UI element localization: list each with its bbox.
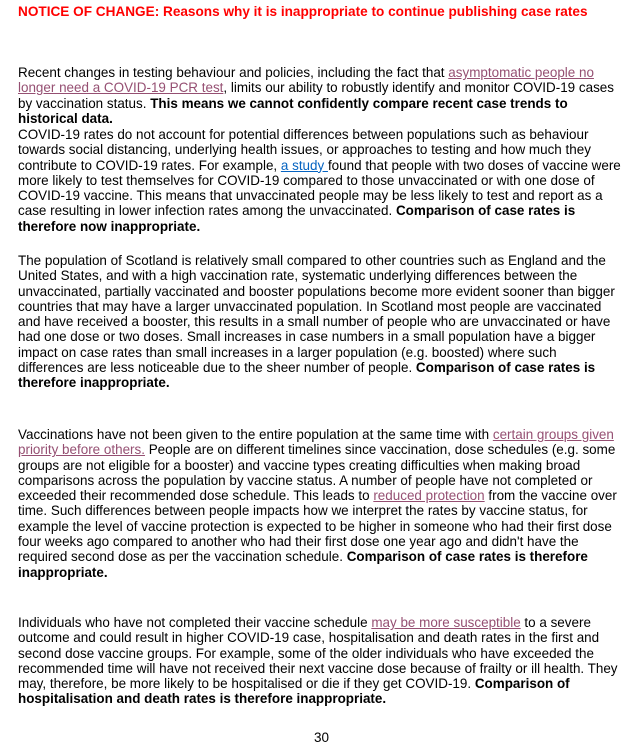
link-priority-groups[interactable]: certain groups given priority before others. bbox=[18, 427, 614, 458]
link-more-susceptible[interactable]: may be more susceptible bbox=[371, 615, 521, 630]
paragraph-conclusion: Comparison of case rates is therefore inappropriate. bbox=[18, 549, 588, 580]
link-reduced-protection[interactable]: reduced protection bbox=[373, 488, 485, 504]
paragraph-text: , limits our ability to robustly identify and monitor COVID-19 cases by vaccination status. bbox=[18, 80, 614, 111]
paragraph-text: The population of Scotland is relatively small compared to other countries such as England and the United States, and with a high vaccination rate, systematic underlying differences between the unvaccinated, partially vaccinated and booster populations become more evident sooner than bigger countries that may have a larger unvaccinated population. In Scotland most people are vaccinated and have received a booster, this results in a small number of people who are unvaccinated or have had one dose or two doses. Small increases in case numbers in a small population have a bigger impact on case rates than small increases in a larger population (e.g. boosted) where such differences are less noticeable due to the sheer number of people. bbox=[18, 253, 615, 376]
link-asymptomatic-pcr[interactable]: asymptomatic people no longer need a COVID-19 PCR test bbox=[18, 65, 594, 96]
paragraph-vaccination-timelines bbox=[18, 427, 622, 580]
link-a-study[interactable]: a study bbox=[280, 157, 328, 173]
page-number: 30 bbox=[313, 730, 330, 745]
paragraph-scotland-population bbox=[18, 253, 622, 391]
paragraph-conclusion: Comparison of case rates is therefore inappropriate. bbox=[18, 360, 596, 391]
paragraph-testing-changes bbox=[18, 65, 622, 126]
paragraph-conclusion: Comparison of hospitalisation and death rates is therefore inappropriate. bbox=[18, 676, 570, 707]
paragraph-text: COVID-19 rates do not account for potential differences between populations such as behaviour towards social distancing, underlying health issues, or approaches to testing and how much they contribute to COVID-19 rates. For example, bbox=[18, 127, 591, 173]
notice-title: NOTICE OF CHANGE: Reasons why it is inappropriate to continue publishing case rates bbox=[18, 4, 588, 19]
paragraph-text: to a severe outcome and could result in higher COVID-19 case, hospitalisation and death rates in the first and second dose vaccine groups. For example, some of the older individuals who have exceeded the recommended time will have not received their next vaccine dose because of frailty or ill health. They may, therefore, be more likely to be hospitalised or die if they get COVID-19. bbox=[18, 615, 618, 692]
paragraph-text: found that people with two doses of vaccine were more likely to test themselves for COVID-19 compared to those unvaccinated or with one dose of COVID-19 vaccine. This means that unvaccinated people may be less likely to test and report as a case resulting in lower infection rates among the unvaccinated. bbox=[18, 157, 621, 219]
paragraph-conclusion: This means we cannot confidently compare recent case trends to historical data. bbox=[18, 95, 568, 126]
paragraph-text: Vaccinations have not been given to the entire population at the same time with bbox=[18, 427, 493, 442]
paragraph-text: Individuals who have not completed their vaccine schedule bbox=[18, 615, 372, 630]
paragraph-incomplete-schedule bbox=[18, 615, 622, 707]
paragraph-text: from the vaccine over time. Such differences between people impacts how we interpret the rates by vaccine status, for example the level of vaccine protection is expected to be higher in someone who had their first dose four weeks ago compared to another who had their first dose one year ago and didn't have the required second dose as per the vaccination schedule. bbox=[18, 488, 617, 565]
paragraph-population-differences bbox=[18, 127, 622, 234]
paragraph-text: Recent changes in testing behaviour and policies, including the fact that bbox=[18, 65, 449, 80]
paragraph-text: People are on different timelines since vaccination, dose schedules (e.g. some groups are not eligible for a booster) and vaccine types creating difficulties when making broad comparisons across the population by vaccine status. A number of people have not completed or exceeded their recommended dose schedule. This leads to bbox=[18, 442, 616, 504]
paragraph-conclusion: Comparison of case rates is therefore now inappropriate. bbox=[18, 203, 576, 234]
